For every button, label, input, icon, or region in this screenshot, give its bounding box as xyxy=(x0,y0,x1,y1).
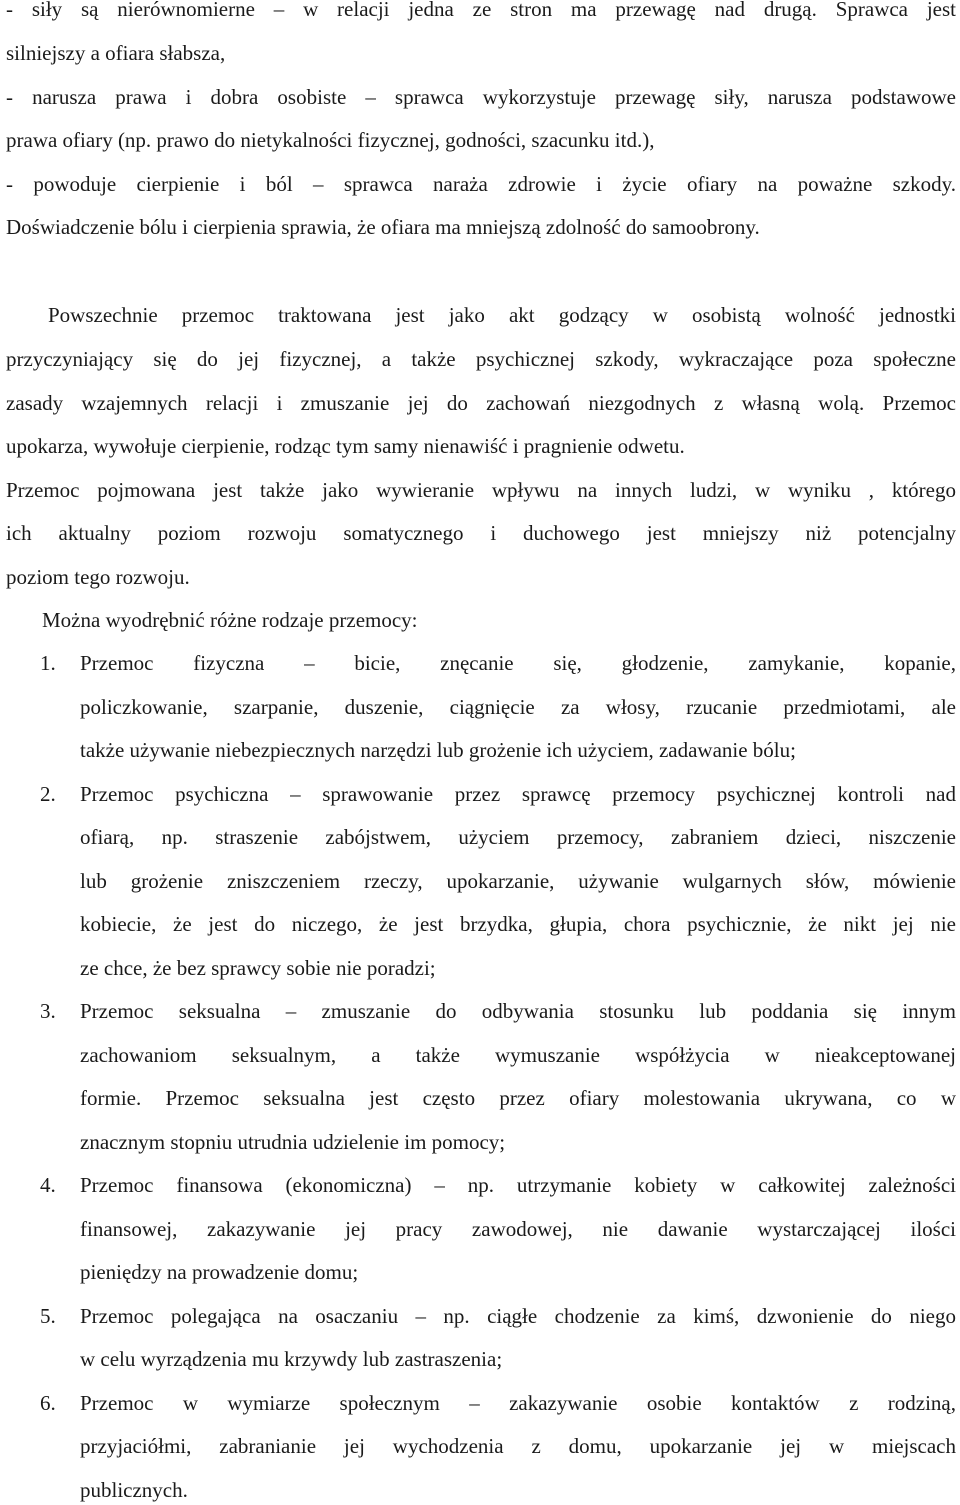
text-line: Doświadczenie bólu i cierpienia sprawia, że ofiara ma mniejszą zdolność do samoobrony. xyxy=(6,215,760,239)
list-line: Przemoc fizyczna – bicie, znęcanie się, głodzenie, zamykanie, kopanie, xyxy=(80,651,956,675)
list-line: Przemoc w wymiarze społecznym – zakazywanie osobie kontaktów z rodziną, xyxy=(80,1391,956,1415)
list-number: 1. xyxy=(40,651,56,675)
text-line: ich aktualny poziom rozwoju somatycznego i duchowego jest mniejszy niż potencjalny xyxy=(6,521,956,545)
text-line: silniejszy a ofiara słabsza, xyxy=(6,41,226,65)
text-line: - powoduje cierpienie i ból – sprawca naraża zdrowie i życie ofiary na poważne szkody. xyxy=(6,172,956,196)
list-line: Przemoc seksualna – zmuszanie do odbywania stosunku lub poddania się innym xyxy=(80,999,956,1023)
list-line: ze chce, że bez sprawcy sobie nie poradzi; xyxy=(80,956,436,980)
list-line: policzkowanie, szarpanie, duszenie, ciągnięcie za włosy, rzucanie przedmiotami, ale xyxy=(80,695,956,719)
list-line: formie. Przemoc seksualna jest często przez ofiary molestowania ukrywana, co w xyxy=(80,1086,956,1110)
text-line: Przemoc pojmowana jest także jako wywieranie wpływu na innych ludzi, w wyniku , którego xyxy=(6,478,956,502)
list-line: publicznych. xyxy=(80,1478,188,1502)
list-number: 3. xyxy=(40,999,56,1023)
list-line: ofiarą, np. straszenie zabójstwem, użyciem przemocy, zabraniem dzieci, niszczenie xyxy=(80,825,956,849)
text-line: prawa ofiary (np. prawo do nietykalności fizycznej, godności, szacunku itd.), xyxy=(6,128,655,152)
text-line: zasady wzajemnych relacji i zmuszanie jej do zachowań niezgodnych z własną wolą. Przemoc xyxy=(6,391,956,415)
text-line: - narusza prawa i dobra osobiste – sprawca wykorzystuje przewagę siły, narusza podstawowe xyxy=(6,85,956,109)
list-line: w celu wyrządzenia mu krzywdy lub zastraszenia; xyxy=(80,1347,503,1371)
list-line: lub grożenie zniszczeniem rzeczy, upokarzanie, używanie wulgarnych słów, mówienie xyxy=(80,869,956,893)
list-intro: Można wyodrębnić różne rodzaje przemocy: xyxy=(42,608,418,632)
list-number: 6. xyxy=(40,1391,56,1415)
list-line: także używanie niebezpiecznych narzędzi lub grożenie ich użyciem, zadawanie bólu; xyxy=(80,738,796,762)
list-line: zachowaniom seksualnym, a także wymuszanie współżycia w nieakceptowanej xyxy=(80,1043,956,1067)
list-line: Przemoc finansowa (ekonomiczna) – np. utrzymanie kobiety w całkowitej zależności xyxy=(80,1173,956,1197)
list-number: 4. xyxy=(40,1173,56,1197)
list-line: finansowej, zakazywanie jej pracy zawodowej, nie dawanie wystarczającej ilości xyxy=(80,1217,956,1241)
list-line: kobiecie, że jest do niczego, że jest brzydka, głupia, chora psychicznie, że nikt jej nie xyxy=(80,912,956,936)
text-line: przyczyniający się do jej fizycznej, a także psychicznej szkody, wykraczające poza społeczne xyxy=(6,347,956,371)
list-number: 5. xyxy=(40,1304,56,1328)
list-line: znacznym stopniu utrudnia udzielenie im pomocy; xyxy=(80,1130,506,1154)
text-line: - siły są nierównomierne – w relacji jedna ze stron ma przewagę nad drugą. Sprawca jest xyxy=(6,0,956,21)
text-line: upokarza, wywołuje cierpienie, rodząc tym samy nienawiść i pragnienie odwetu. xyxy=(6,434,685,458)
list-line: Przemoc polegająca na osaczaniu – np. ciągłe chodzenie za kimś, dzwonienie do niego xyxy=(80,1304,956,1328)
list-line: przyjaciółmi, zabranianie jej wychodzenia z domu, upokarzanie jej w miejscach xyxy=(80,1434,956,1458)
list-number: 2. xyxy=(40,782,56,806)
list-line: Przemoc psychiczna – sprawowanie przez sprawcę przemocy psychicznej kontroli nad xyxy=(80,782,956,806)
list-line: pieniędzy na prowadzenie domu; xyxy=(80,1260,359,1284)
text-line: poziom tego rozwoju. xyxy=(6,565,190,589)
text-line: Powszechnie przemoc traktowana jest jako akt godzący w osobistą wolność jednostki xyxy=(48,303,956,327)
